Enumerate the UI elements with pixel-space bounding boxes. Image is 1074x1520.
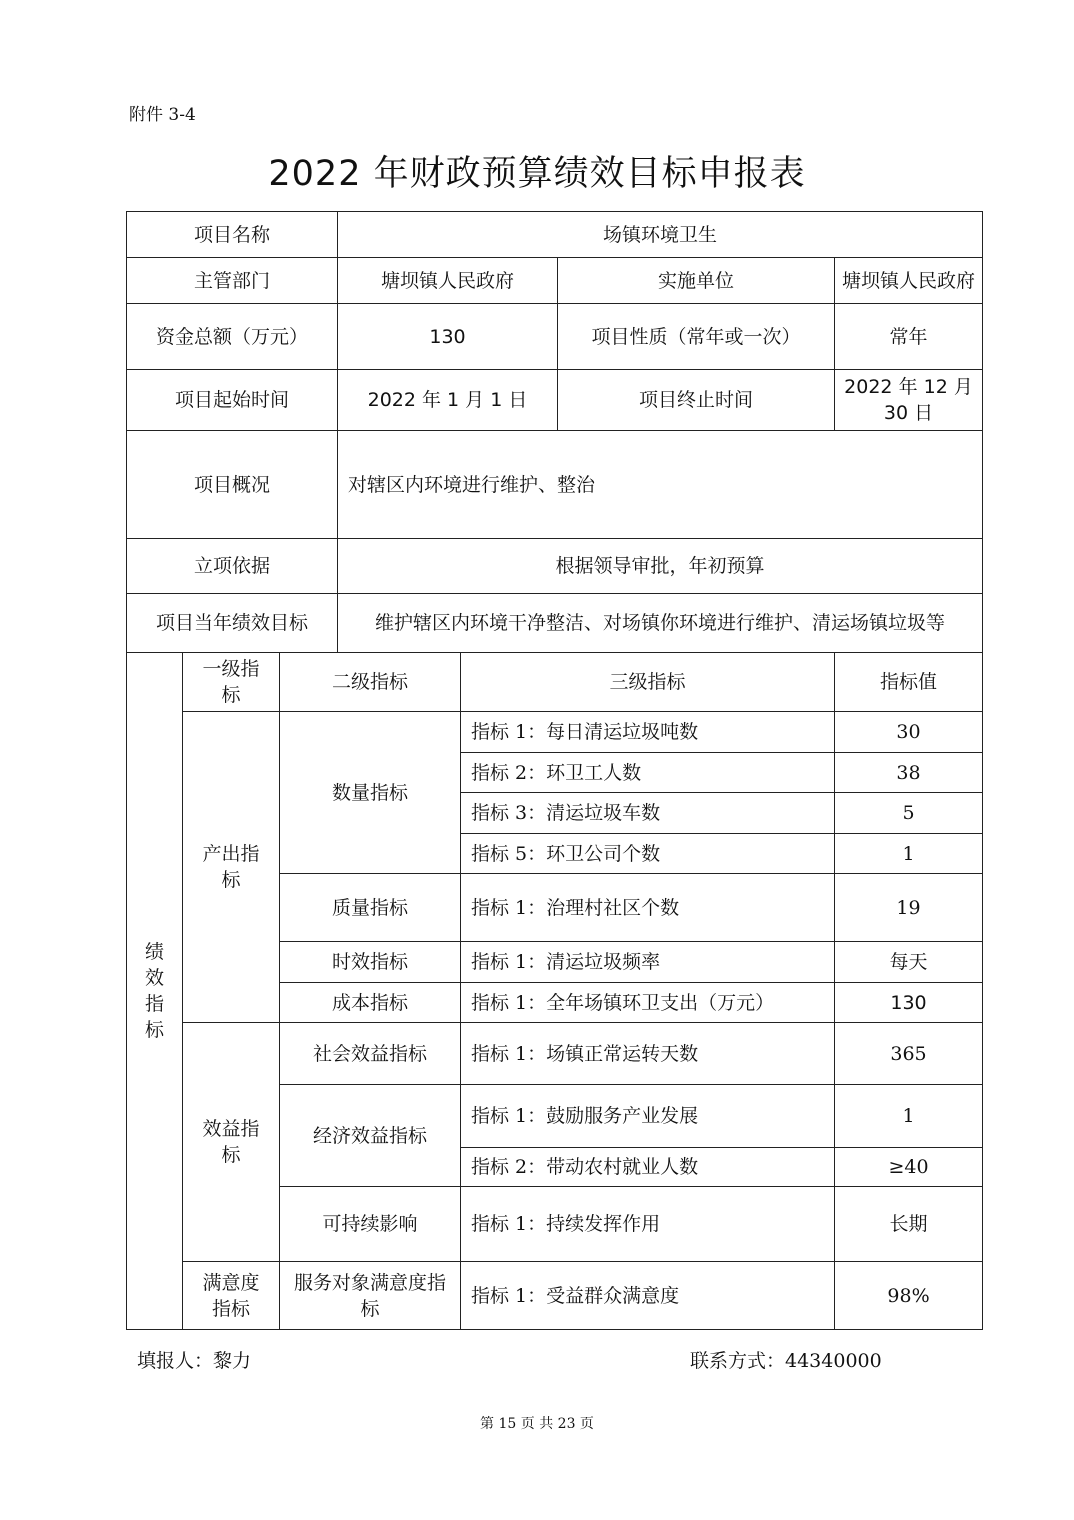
page-number: 第 15 页 共 23 页 — [480, 1416, 594, 1432]
quantity-indicator-3: 指标 3：清运垃圾车数 — [461, 793, 835, 834]
satisfaction-value-1: 98% — [835, 1262, 983, 1330]
fund-label: 资金总额（万元） — [127, 304, 338, 370]
dept-label: 主管部门 — [127, 258, 338, 304]
contact-info: 联系方式：44340000 — [690, 1350, 882, 1372]
row-goal — [127, 594, 983, 653]
row-overview — [127, 431, 983, 539]
nature-value: 常年 — [835, 304, 983, 370]
nature-label: 项目性质（常年或一次） — [558, 304, 835, 370]
social-indicator-1: 指标 1：场镇正常运转天数 — [461, 1023, 835, 1085]
quantity-value-1: 30 — [835, 712, 983, 753]
cost-indicator-1: 指标 1：全年场镇环卫支出（万元） — [461, 983, 835, 1023]
economic-indicator-1: 指标 1：鼓励服务产业发展 — [461, 1085, 835, 1148]
timeliness-indicators-label: 时效指标 — [280, 942, 461, 983]
start-label: 项目起始时间 — [127, 370, 338, 431]
quality-value-1: 19 — [835, 874, 983, 942]
budget-performance-table — [126, 211, 983, 1330]
social-benefit-label: 社会效益指标 — [280, 1023, 461, 1085]
table-row — [127, 712, 983, 753]
satisfaction-level1-label: 满意度指标 — [183, 1262, 280, 1330]
project-name-value: 场镇环境卫生 — [338, 212, 983, 258]
goal-label: 项目当年绩效目标 — [127, 594, 338, 653]
row-department — [127, 258, 983, 304]
economic-benefit-label: 经济效益指标 — [280, 1085, 461, 1187]
quantity-indicator-2: 指标 2：环卫工人数 — [461, 753, 835, 793]
economic-value-2: ≥40 — [835, 1148, 983, 1187]
header-level2: 二级指标 — [280, 653, 461, 712]
quantity-indicator-1: 指标 1：每日清运垃圾吨数 — [461, 712, 835, 753]
sustain-value-1: 长期 — [835, 1187, 983, 1262]
row-indicator-header — [127, 653, 983, 712]
quantity-indicator-4: 指标 5：环卫公司个数 — [461, 834, 835, 874]
project-name-label: 项目名称 — [127, 212, 338, 258]
cost-indicators-label: 成本指标 — [280, 983, 461, 1023]
page-title: 2022 年财政预算绩效目标申报表 — [268, 154, 806, 194]
end-value: 2022 年 12 月 30 日 — [835, 370, 983, 431]
row-project-name — [127, 212, 983, 258]
sustainability-label: 可持续影响 — [280, 1187, 461, 1262]
overview-value: 对辖区内环境进行维护、整治 — [338, 431, 983, 539]
output-indicators-label: 产出指标 — [183, 712, 280, 1023]
satisfaction-indicator-1: 指标 1：受益群众满意度 — [461, 1262, 835, 1330]
section-performance-indicators: 绩效指标 — [127, 653, 183, 1330]
economic-value-1: 1 — [835, 1085, 983, 1148]
row-fund — [127, 304, 983, 370]
quality-indicator-1: 指标 1：治理村社区个数 — [461, 874, 835, 942]
row-basis — [127, 539, 983, 594]
quantity-value-4: 1 — [835, 834, 983, 874]
overview-label: 项目概况 — [127, 431, 338, 539]
table-row — [127, 1023, 983, 1085]
impl-value: 塘坝镇人民政府 — [835, 258, 983, 304]
goal-value: 维护辖区内环境干净整洁、对场镇你环境进行维护、清运场镇垃圾等 — [338, 594, 983, 653]
sustain-indicator-1: 指标 1：持续发挥作用 — [461, 1187, 835, 1262]
quantity-indicators-label: 数量指标 — [280, 712, 461, 874]
basis-label: 立项依据 — [127, 539, 338, 594]
dept-value: 塘坝镇人民政府 — [338, 258, 558, 304]
quantity-value-3: 5 — [835, 793, 983, 834]
basis-value: 根据领导审批，年初预算 — [338, 539, 983, 594]
table-row — [127, 1262, 983, 1330]
attachment-label: 附件 3-4 — [129, 105, 196, 125]
quality-indicators-label: 质量指标 — [280, 874, 461, 942]
row-dates — [127, 370, 983, 431]
timeliness-indicator-1: 指标 1：清运垃圾频率 — [461, 942, 835, 983]
reporter: 填报人：黎力 — [137, 1350, 252, 1372]
header-value: 指标值 — [835, 653, 983, 712]
timeliness-value-1: 每天 — [835, 942, 983, 983]
impl-label: 实施单位 — [558, 258, 835, 304]
fund-value: 130 — [338, 304, 558, 370]
header-level1: 一级指标 — [183, 653, 280, 712]
social-value-1: 365 — [835, 1023, 983, 1085]
header-level3: 三级指标 — [461, 653, 835, 712]
satisfaction-indicators-label: 服务对象满意度指标 — [280, 1262, 461, 1330]
start-value: 2022 年 1 月 1 日 — [338, 370, 558, 431]
benefit-indicators-label: 效益指标 — [183, 1023, 280, 1262]
quantity-value-2: 38 — [835, 753, 983, 793]
economic-indicator-2: 指标 2：带动农村就业人数 — [461, 1148, 835, 1187]
cost-value-1: 130 — [835, 983, 983, 1023]
end-label: 项目终止时间 — [558, 370, 835, 431]
